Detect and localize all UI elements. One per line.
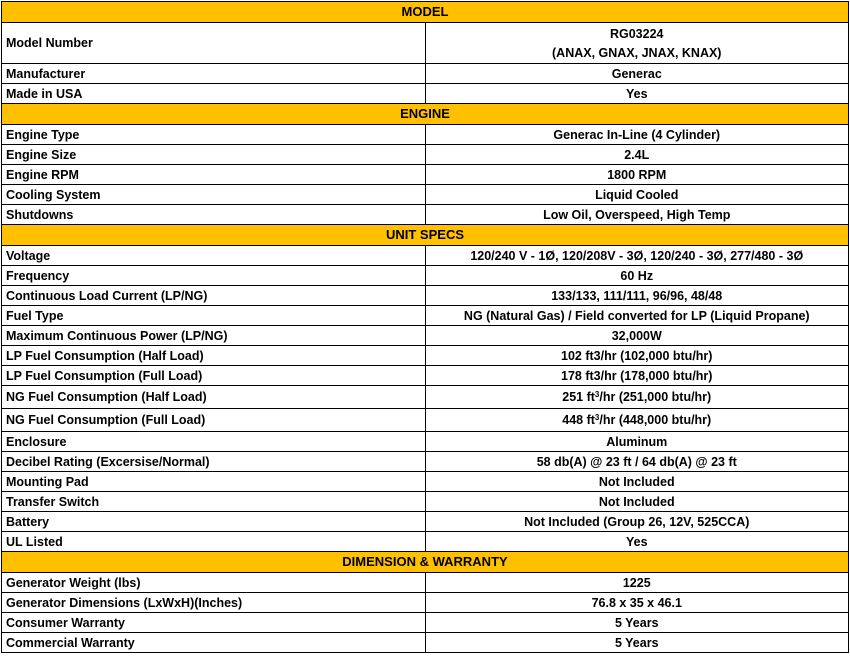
table-row <box>2 23 849 64</box>
row-label: Consumer Warranty <box>2 613 426 633</box>
row-value: 5 Years <box>425 613 849 633</box>
table-row <box>2 613 849 633</box>
value-superscript: 3 <box>594 413 600 422</box>
table-row <box>2 205 849 225</box>
table-row <box>2 366 849 386</box>
table-row <box>2 573 849 593</box>
row-value: 178 ft3/hr (178,000 btu/hr) <box>425 366 849 386</box>
row-label: Decibel Rating (Excersise/Normal) <box>2 452 426 472</box>
row-label: Maximum Continuous Power (LP/NG) <box>2 326 426 346</box>
row-label: Manufacturer <box>2 64 426 84</box>
row-label: Voltage <box>2 246 426 266</box>
row-value: Not Included <box>425 472 849 492</box>
row-label: Battery <box>2 512 426 532</box>
row-value: 2.4L <box>425 145 849 165</box>
table-row <box>2 452 849 472</box>
spec-table <box>1 1 849 653</box>
row-label: Continuous Load Current (LP/NG) <box>2 286 426 306</box>
row-value: 5 Years <box>425 633 849 653</box>
row-label: UL Listed <box>2 532 426 552</box>
row-label: LP Fuel Consumption (Half Load) <box>2 346 426 366</box>
row-value: Not Included <box>425 492 849 512</box>
table-row <box>2 346 849 366</box>
value-pre: 251 ft <box>562 390 595 404</box>
row-label: Engine Size <box>2 145 426 165</box>
model-number-value: RG03224 <box>609 26 664 41</box>
value-superscript: 3 <box>594 390 600 399</box>
row-value: Yes <box>425 532 849 552</box>
table-row <box>2 386 849 409</box>
row-label: Commercial Warranty <box>2 633 426 653</box>
row-value: Generac In-Line (4 Cylinder) <box>425 125 849 145</box>
table-row <box>2 286 849 306</box>
value-post: /hr (251,000 btu/hr) <box>599 390 712 404</box>
section-header-unit-specs <box>2 225 849 246</box>
row-value: Not Included (Group 26, 12V, 525CCA) <box>425 512 849 532</box>
table-row <box>2 125 849 145</box>
row-label: Frequency <box>2 266 426 286</box>
row-label: Model Number <box>2 23 426 64</box>
row-value: 1800 RPM <box>425 165 849 185</box>
table-row <box>2 84 849 104</box>
row-label: Enclosure <box>2 432 426 452</box>
row-label: Mounting Pad <box>2 472 426 492</box>
row-value <box>425 386 849 409</box>
value-pre: 448 ft <box>562 413 595 427</box>
row-label: Generator Dimensions (LxWxH)(Inches) <box>2 593 426 613</box>
row-value: 120/240 V - 1Ø, 120/208V - 3Ø, 120/240 - 3Ø, 277/480 - 3Ø <box>425 246 849 266</box>
row-value: 1225 <box>425 573 849 593</box>
table-row <box>2 306 849 326</box>
table-row <box>2 185 849 205</box>
row-label: Fuel Type <box>2 306 426 326</box>
table-row <box>2 165 849 185</box>
model-variants-value: (ANAX, GNAX, JNAX, KNAX) <box>552 45 722 60</box>
row-label: Engine Type <box>2 125 426 145</box>
section-title: UNIT SPECS <box>2 225 849 246</box>
row-value: Liquid Cooled <box>425 185 849 205</box>
table-row <box>2 593 849 613</box>
row-label: LP Fuel Consumption (Full Load) <box>2 366 426 386</box>
row-value: Yes <box>425 84 849 104</box>
row-value: Aluminum <box>425 432 849 452</box>
section-header-engine <box>2 104 849 125</box>
value-post: /hr (448,000 btu/hr) <box>599 413 712 427</box>
table-row <box>2 472 849 492</box>
row-value: 58 db(A) @ 23 ft / 64 db(A) @ 23 ft <box>425 452 849 472</box>
table-row <box>2 64 849 84</box>
table-row <box>2 266 849 286</box>
table-row <box>2 246 849 266</box>
table-row <box>2 492 849 512</box>
row-value <box>425 23 849 64</box>
section-title: DIMENSION & WARRANTY <box>2 552 849 573</box>
row-label: Cooling System <box>2 185 426 205</box>
section-title: ENGINE <box>2 104 849 125</box>
row-value: NG (Natural Gas) / Field converted for LP (Liquid Propane) <box>425 306 849 326</box>
table-row <box>2 409 849 432</box>
row-value <box>425 409 849 432</box>
row-value: 32,000W <box>425 326 849 346</box>
table-row <box>2 532 849 552</box>
row-label: NG Fuel Consumption (Half Load) <box>2 386 426 409</box>
row-value: 102 ft3/hr (102,000 btu/hr) <box>425 346 849 366</box>
spec-sheet <box>1 1 849 659</box>
table-row <box>2 512 849 532</box>
row-label: Generator Weight (lbs) <box>2 573 426 593</box>
row-label: Transfer Switch <box>2 492 426 512</box>
row-value: 76.8 x 35 x 46.1 <box>425 593 849 613</box>
table-row <box>2 432 849 452</box>
row-label: Engine RPM <box>2 165 426 185</box>
row-value: Generac <box>425 64 849 84</box>
table-row <box>2 326 849 346</box>
row-label: Shutdowns <box>2 205 426 225</box>
table-row <box>2 633 849 653</box>
row-value: 60 Hz <box>425 266 849 286</box>
section-header-dimension-warranty <box>2 552 849 573</box>
section-title: MODEL <box>2 2 849 23</box>
table-row <box>2 145 849 165</box>
row-value: Low Oil, Overspeed, High Temp <box>425 205 849 225</box>
row-value: 133/133, 111/111, 96/96, 48/48 <box>425 286 849 306</box>
section-header-model <box>2 2 849 23</box>
row-label: NG Fuel Consumption (Full Load) <box>2 409 426 432</box>
row-label: Made in USA <box>2 84 426 104</box>
